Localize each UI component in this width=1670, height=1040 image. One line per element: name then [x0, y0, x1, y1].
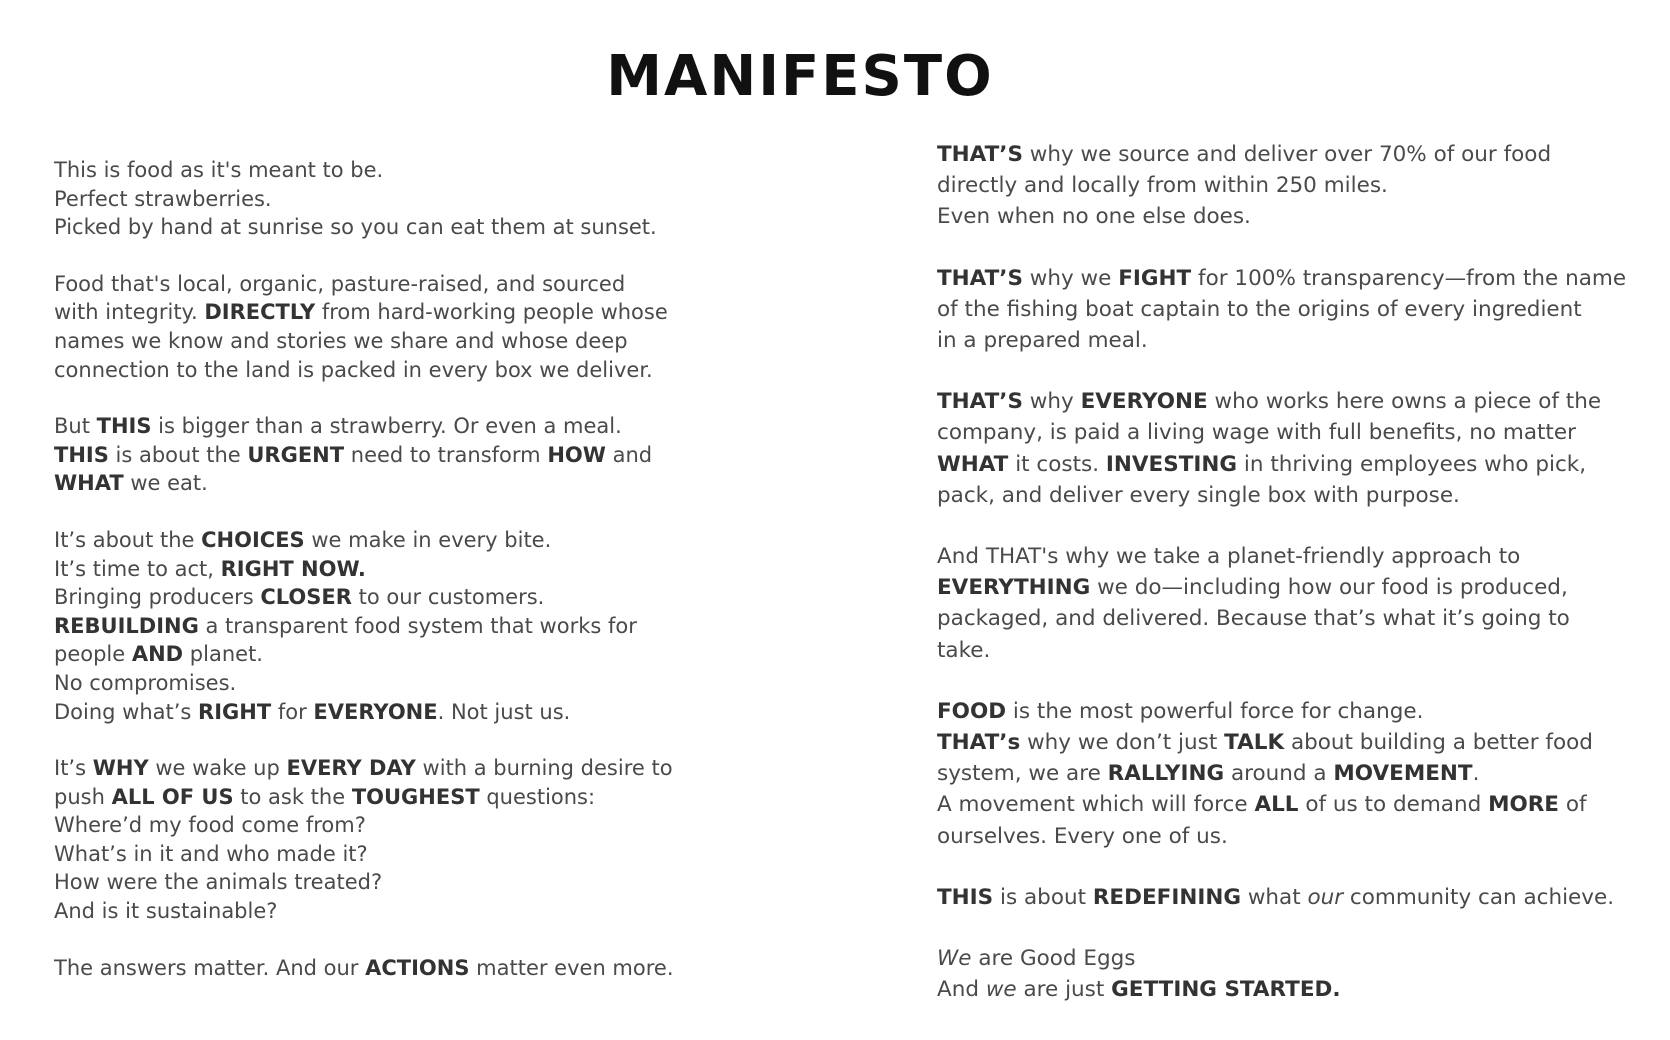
manifesto-paragraph	[937, 263, 1637, 357]
emphasis-text: THAT’S	[937, 389, 1023, 415]
text-segment: what	[1240, 884, 1308, 910]
text-segment: we eat.	[123, 471, 208, 496]
text-line	[54, 412, 754, 441]
text-segment: .	[1472, 761, 1480, 787]
text-line	[54, 298, 754, 327]
emphasis-text: CHOICES	[201, 527, 305, 552]
text-line	[937, 821, 1637, 852]
emphasis-text: REDEFINING	[1092, 884, 1241, 910]
text-line	[937, 417, 1637, 448]
manifesto-right-column	[937, 139, 1637, 1005]
emphasis-text: RIGHT NOW.	[220, 556, 366, 581]
emphasis-text: THIS	[54, 442, 109, 467]
text-segment: matter even more.	[469, 955, 674, 980]
text-line	[54, 640, 754, 669]
text-line	[937, 882, 1637, 913]
manifesto-paragraph	[54, 526, 754, 726]
text-segment: But	[54, 414, 97, 439]
text-line	[54, 270, 754, 299]
text-line	[937, 294, 1637, 325]
text-segment: are just	[1016, 977, 1112, 1003]
text-line	[937, 201, 1637, 232]
text-line	[54, 441, 754, 470]
text-line	[54, 213, 754, 242]
emphasis-text: WHAT	[54, 471, 124, 496]
text-segment: pack, and deliver every single box with purpose.	[937, 482, 1460, 508]
manifesto-paragraph	[54, 412, 754, 498]
emphasis-text: AND	[131, 642, 184, 667]
emphasis-text: HOW	[547, 442, 606, 467]
text-line	[54, 526, 754, 555]
emphasis-text: WHY	[92, 756, 149, 781]
text-segment: of the fishing boat captain to the origins of every ingredient	[937, 296, 1582, 322]
text-segment: It’s	[54, 756, 93, 781]
emphasis-text: ACTIONS	[365, 955, 470, 980]
emphasis-text: TALK	[1224, 730, 1285, 756]
text-segment: a transparent food system that works for	[198, 613, 637, 638]
emphasis-text: URGENT	[247, 442, 345, 467]
text-segment: with integrity.	[54, 300, 205, 325]
manifesto-paragraph	[937, 882, 1637, 913]
text-line	[54, 327, 754, 356]
text-segment: why we	[1022, 265, 1119, 291]
emphasis-text: TOUGHEST	[351, 784, 480, 809]
text-segment: why	[1022, 389, 1081, 415]
text-line	[54, 583, 754, 612]
text-segment: take.	[937, 637, 991, 663]
text-segment: why we don’t just	[1020, 730, 1225, 756]
text-segment: why we source and deliver over 70% of our food	[1022, 142, 1552, 167]
text-segment: with a burning desire to	[415, 756, 673, 781]
manifesto-paragraph	[54, 270, 754, 384]
text-segment: How were the animals treated?	[54, 870, 383, 895]
text-segment: for 100% transparency—from the name	[1191, 265, 1627, 291]
text-line	[54, 555, 754, 584]
emphasis-text: EVERYTHING	[937, 575, 1091, 601]
text-segment: A movement which will force	[937, 792, 1255, 818]
emphasis-text: GETTING STARTED.	[1111, 977, 1341, 1003]
manifesto-paragraph	[937, 139, 1637, 233]
text-line	[937, 325, 1637, 356]
italic-text: we	[985, 977, 1017, 1003]
emphasis-text: INVESTING	[1105, 451, 1238, 477]
text-line	[54, 811, 754, 840]
italic-text: our	[1307, 884, 1344, 910]
emphasis-text: DIRECTLY	[204, 300, 316, 325]
text-segment: in thriving employees who pick,	[1237, 451, 1587, 477]
text-segment: What’s in it and who made it?	[54, 841, 368, 866]
emphasis-text: EVERYONE	[313, 699, 438, 724]
text-segment: Food that's local, organic, pasture-raised, and sourced	[54, 271, 626, 296]
manifesto-left-column	[54, 156, 754, 982]
text-line	[937, 974, 1637, 1005]
text-segment: planet.	[183, 642, 263, 667]
text-segment: we make in every bite.	[304, 527, 552, 552]
emphasis-text: MOVEMENT	[1333, 761, 1473, 787]
text-line	[937, 263, 1637, 294]
text-segment: And	[937, 977, 986, 1003]
text-line	[937, 139, 1637, 170]
page-title: MANIFESTO	[606, 44, 994, 109]
text-segment: for	[271, 699, 314, 724]
text-line	[54, 612, 754, 641]
text-line	[937, 727, 1637, 758]
manifesto-paragraph	[937, 386, 1637, 511]
text-segment: Where’d my food come from?	[54, 813, 366, 838]
emphasis-text: THAT’S	[937, 142, 1023, 167]
text-line	[54, 698, 754, 727]
emphasis-text: FOOD	[937, 698, 1007, 724]
text-segment: Picked by hand at sunrise so you can eat them at sunset.	[54, 215, 657, 240]
text-line	[54, 185, 754, 214]
text-segment: who works here owns a piece of the	[1207, 389, 1602, 415]
text-segment: to our customers.	[351, 585, 545, 610]
text-line	[937, 449, 1637, 480]
emphasis-text: THAT’S	[937, 265, 1023, 291]
text-line	[54, 754, 754, 783]
text-line	[937, 170, 1637, 201]
emphasis-text: THIS	[937, 884, 994, 910]
text-line	[54, 356, 754, 385]
text-line	[937, 635, 1637, 666]
text-segment: company, is paid a living wage with full benefits, no matter	[937, 420, 1576, 446]
text-segment: directly and locally from within 250 miles.	[937, 173, 1388, 199]
text-line	[937, 943, 1637, 974]
emphasis-text: ALL OF US	[111, 784, 234, 809]
text-segment: Perfect strawberries.	[54, 186, 272, 211]
text-line	[54, 868, 754, 897]
text-segment: The answers matter. And our	[54, 955, 366, 980]
text-line	[54, 469, 754, 498]
emphasis-text: WHAT	[937, 451, 1009, 477]
emphasis-text: RIGHT	[198, 699, 272, 724]
text-segment: we do—including how our food is produced,	[1090, 575, 1568, 601]
text-line	[937, 386, 1637, 417]
text-line	[54, 156, 754, 185]
text-segment: is the most powerful force for change.	[1006, 698, 1424, 724]
text-segment: packaged, and delivered. Because that’s what it’s going to	[937, 606, 1570, 632]
text-segment: Doing what’s	[54, 699, 199, 724]
text-segment: we wake up	[148, 756, 287, 781]
text-segment: questions:	[479, 784, 596, 809]
text-segment: is about the	[108, 442, 248, 467]
emphasis-text: MORE	[1488, 792, 1559, 818]
emphasis-text: REBUILDING	[54, 613, 199, 638]
text-segment: are Good Eggs	[971, 946, 1136, 972]
text-line	[937, 572, 1637, 603]
manifesto-paragraph	[54, 954, 754, 983]
text-segment: system, we are	[937, 761, 1108, 787]
text-segment: No compromises.	[54, 670, 237, 695]
text-segment: And is it sustainable?	[54, 899, 278, 924]
text-segment: need to transform	[344, 442, 548, 467]
text-line	[54, 954, 754, 983]
text-line	[54, 840, 754, 869]
text-segment: Even when no one else does.	[937, 204, 1251, 230]
text-line	[54, 897, 754, 926]
text-segment: . Not just us.	[437, 699, 571, 724]
text-line	[937, 758, 1637, 789]
text-segment: This is food as it's meant to be.	[54, 158, 384, 182]
text-line	[54, 669, 754, 698]
emphasis-text: CLOSER	[260, 585, 352, 610]
text-segment: and	[605, 442, 653, 467]
emphasis-text: RALLYING	[1107, 761, 1225, 787]
text-segment: It’s about the	[54, 527, 202, 552]
emphasis-text: THIS	[96, 414, 152, 439]
text-line	[937, 480, 1637, 511]
text-segment: is about	[993, 884, 1093, 910]
text-segment: Bringing producers	[54, 585, 261, 610]
text-segment: of us to demand	[1298, 792, 1489, 818]
emphasis-text: ALL	[1254, 792, 1299, 818]
text-segment: in a prepared meal.	[937, 328, 1148, 354]
text-line	[937, 603, 1637, 634]
emphasis-text: EVERYONE	[1080, 389, 1208, 415]
manifesto-paragraph	[937, 696, 1637, 852]
manifesto-paragraph	[54, 156, 754, 242]
text-segment: ourselves. Every one of us.	[937, 823, 1228, 849]
text-line	[54, 783, 754, 812]
manifesto-paragraph	[937, 943, 1637, 1005]
text-segment: connection to the land is packed in every box we deliver.	[54, 357, 653, 382]
text-segment: around a	[1224, 761, 1334, 787]
italic-text: We	[937, 946, 972, 972]
text-segment: from hard-working people whose	[315, 300, 668, 325]
text-segment: of	[1558, 792, 1587, 818]
text-line	[937, 696, 1637, 727]
text-segment: it costs.	[1008, 451, 1106, 477]
text-segment: about building a better food	[1284, 730, 1593, 756]
text-segment: people	[54, 642, 132, 667]
text-segment: It’s time to act,	[54, 556, 221, 581]
text-segment: names we know and stories we share and whose deep	[54, 328, 628, 353]
text-segment: to ask the	[233, 784, 352, 809]
emphasis-text: THAT’s	[937, 730, 1021, 756]
text-segment: push	[54, 784, 112, 809]
emphasis-text: FIGHT	[1118, 265, 1192, 291]
text-line	[937, 789, 1637, 820]
text-segment: And THAT's why we take a planet-friendly approach to	[937, 544, 1521, 570]
manifesto-paragraph	[937, 541, 1637, 666]
emphasis-text: EVERY DAY	[286, 756, 416, 781]
manifesto-paragraph	[54, 754, 754, 926]
text-segment: community can achieve.	[1343, 884, 1615, 910]
text-line	[937, 541, 1637, 572]
text-segment: is bigger than a strawberry. Or even a meal.	[151, 414, 622, 439]
